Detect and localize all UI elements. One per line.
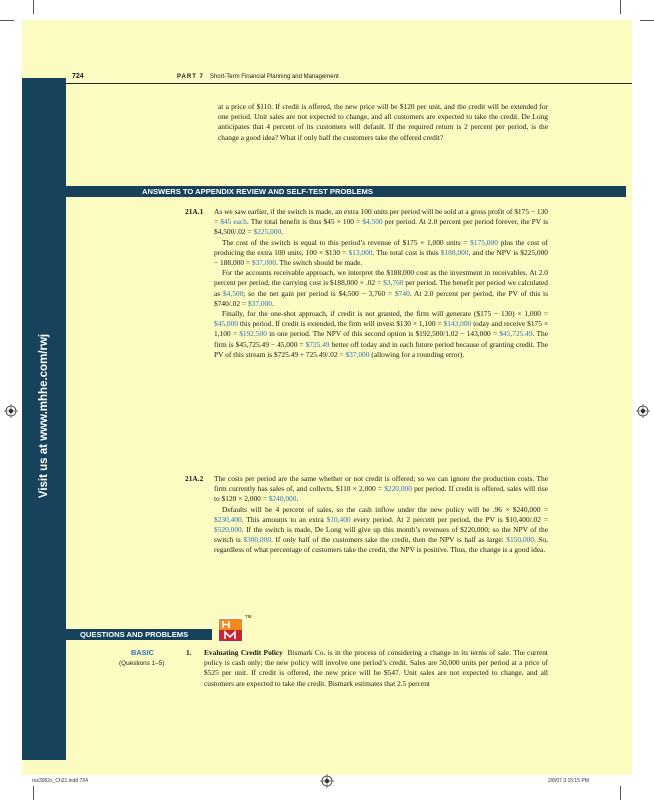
answer-21a2: [214, 474, 548, 556]
text-run: . If only half of the customers take the credit, then the NPV is half as large:: [271, 535, 507, 545]
text-run: , and the NPV is $225,000 − 188,000 =: [214, 247, 548, 268]
text-run: .: [281, 227, 284, 237]
text-run: . The firm is $45,725.49 − 45,000 =: [214, 329, 548, 349]
question-range: (Questions 1–5): [119, 660, 165, 667]
registration-mark-icon: [4, 404, 18, 418]
highlighted-value: $225,000: [253, 227, 282, 237]
answers-section-bar: [66, 186, 626, 197]
highlighted-value: $4,500: [362, 217, 383, 227]
crop-mark: [620, 786, 621, 800]
registration-mark-icon: [320, 774, 334, 788]
header-rule: [66, 83, 632, 84]
highlighted-value: $192,500: [239, 329, 267, 339]
questions-section-bar: [66, 629, 212, 640]
text-run: . At 2.0 percent per period, the PV of this is $740/.02 =: [214, 288, 548, 308]
highlighted-value: $300,000: [243, 535, 272, 545]
question-title: Evaluating Credit Policy: [204, 648, 283, 657]
highlighted-value: $45 each: [220, 217, 247, 227]
text-run: ; so the net gain per period is $4,500 − 3,760 =: [243, 288, 395, 298]
highlighted-value: $4,500: [222, 288, 244, 298]
question-number: 1.: [186, 648, 192, 657]
text-run: . So, regardless of what percentage of customers take the credit, the NPV is positive. Thus, the change is a good idea.: [214, 535, 548, 555]
highlighted-value: $37,000: [247, 298, 272, 308]
text-run: The costs per period are the same whether or not credit is offered; so we can ignore the production costs. The firm currently has sales of, and collects, $110 × 2,000 =: [214, 474, 548, 494]
text-run: (allowing for a rounding error).: [369, 349, 465, 359]
part-title: Short-Term Financial Planning and Management: [209, 74, 339, 80]
highlighted-value: $220,000: [384, 484, 412, 494]
running-header: [177, 74, 339, 80]
highlighted-value: $240,000: [268, 494, 297, 504]
crop-mark: [620, 0, 621, 14]
text-run: in one period. The NPV of this second option is $192,500/1.02 − 143,000 =: [266, 329, 500, 339]
highlighted-value: $143,000: [443, 319, 472, 329]
highlighted-value: $45,725.49: [499, 329, 533, 339]
question-1: [204, 648, 548, 689]
part-label: PART 7: [177, 74, 204, 80]
text-run: The cost of the switch is equal to this period’s revenue of $175 × 1,000 units =: [222, 237, 471, 247]
highlighted-value: $10,400: [326, 514, 351, 524]
highlighted-value: $188,000: [440, 247, 469, 257]
answer-21a1: [214, 207, 548, 360]
answer-paragraph: [214, 207, 548, 238]
text-run: per period. At 2.0 percent per period forever, the PV is $4,500/.02 =: [214, 217, 548, 237]
footer-timestamp: 2/8/07 3:15:15 PM: [548, 778, 589, 784]
text-run: For the accounts receivable approach, we interpret the $188,000 cost as the investment in receivables. At 2.0 percent per period, the carrying cost is $188,000 × .02 =: [214, 268, 548, 288]
highlighted-value: $150,000: [506, 535, 534, 545]
text-run: better off today and in each future period because of granting credit. The PV of this stream is $725.49 + 725.49/.02 =: [214, 339, 548, 359]
highlighted-value: $740: [394, 288, 410, 298]
answer-number: 21A.2: [185, 474, 204, 483]
question-text: Bismark Co. is in the process of considering a change in its terms of sale. The current policy is cash only; the new policy will involve one period’s credit. Sales are 50,000 units per period at a price of $525 per unit. If credit is offered, the new price will be $547. Unit sales are not expected to change, and all customers are expected to take the credit. Bismark estimates that 2.5 percent: [204, 648, 548, 688]
highlighted-value: $175,000: [470, 237, 498, 247]
answers-section-title: ANSWERS TO APPENDIX REVIEW AND SELF-TEST PROBLEMS: [142, 187, 373, 196]
text-run: today and receive $175 × 1,100 =: [214, 319, 548, 339]
text-run: . The total cost is thus: [372, 247, 441, 257]
highlighted-value: $3,760: [383, 278, 404, 288]
logo-trademark: TM: [245, 614, 252, 619]
problem-continuation: at a price of $110. If credit is offered, the new price will be $120 per unit, and the credit will be extended for one period. Unit sales are not expected to change, and all customers are expected to take the credit. De Long anticipates that 4 percent of its customers will default. If the required return is 2 percent per period, is the change a good idea? What if only half the customers take the offered credit?: [218, 102, 548, 142]
text-run: per period. If credit is offered, sales will rise to $120 × 2,000 =: [214, 484, 548, 504]
answer-paragraph: [214, 238, 548, 269]
text-run: . The switch should be made.: [275, 258, 363, 268]
highlighted-value: $45,000: [214, 319, 239, 329]
text-run: . This amounts to an extra: [241, 514, 327, 524]
highlighted-value: $230,400: [214, 514, 242, 524]
text-run: Finally, for the one-shot approach, if credit is not granted, the firm will generate ($175 − 130) × 1,000 =: [222, 309, 548, 319]
crop-mark: [0, 20, 14, 21]
answer-paragraph: [214, 505, 548, 556]
text-run: As we saw earlier, if the switch is made, an extra 100 units per period will be sold at a gross profit of $175 − 130 =: [214, 207, 548, 227]
text-run: . The total benefit is thus $45 × 100 =: [246, 217, 363, 227]
text-run: plus the cost of producing the extra 100 units, 100 × $130 =: [214, 237, 548, 257]
crop-mark: [640, 20, 654, 21]
crop-mark: [33, 0, 34, 14]
text-run: Defaults will be 4 percent of sales, so the cash inflow under the new policy will be .96 × $240,000 =: [222, 504, 548, 514]
homework-manager-logo-icon: [218, 617, 243, 642]
highlighted-value: $13,000: [348, 247, 373, 257]
highlighted-value: $520,000: [214, 525, 242, 535]
crop-mark: [33, 786, 34, 800]
sidebar-url-text: Visit us at www.mhhe.com/rwj: [38, 333, 50, 499]
highlighted-value: $37,000: [251, 258, 276, 268]
text-run: .: [296, 494, 299, 504]
answer-paragraph: [214, 474, 548, 505]
answer-number: 21A.1: [185, 207, 204, 216]
registration-mark-icon: [636, 404, 650, 418]
text-run: .: [271, 298, 274, 308]
page-number: 724: [72, 73, 84, 80]
highlighted-value: $37,000: [345, 349, 370, 359]
text-run: this period. If credit is extended, the firm will invest $130 × 1,100 =: [238, 319, 444, 329]
answer-paragraph: [214, 268, 548, 309]
questions-section-title: QUESTIONS AND PROBLEMS: [80, 630, 189, 639]
text-run: . If the switch is made, De Long will give up this month’s revenues of $220,000; so the NPV of the switch is: [214, 525, 548, 545]
highlighted-value: $725.49: [305, 339, 330, 349]
answer-paragraph: [214, 309, 548, 360]
text-run: every period. At 2 percent per period, the PV is $10,400/.02 =: [350, 514, 549, 524]
difficulty-label: BASIC: [131, 648, 154, 657]
footer-file-label: ros3062x_Ch21.indd 724: [32, 778, 88, 784]
text-run: per period. The benefit per period we calculated as: [214, 278, 548, 298]
